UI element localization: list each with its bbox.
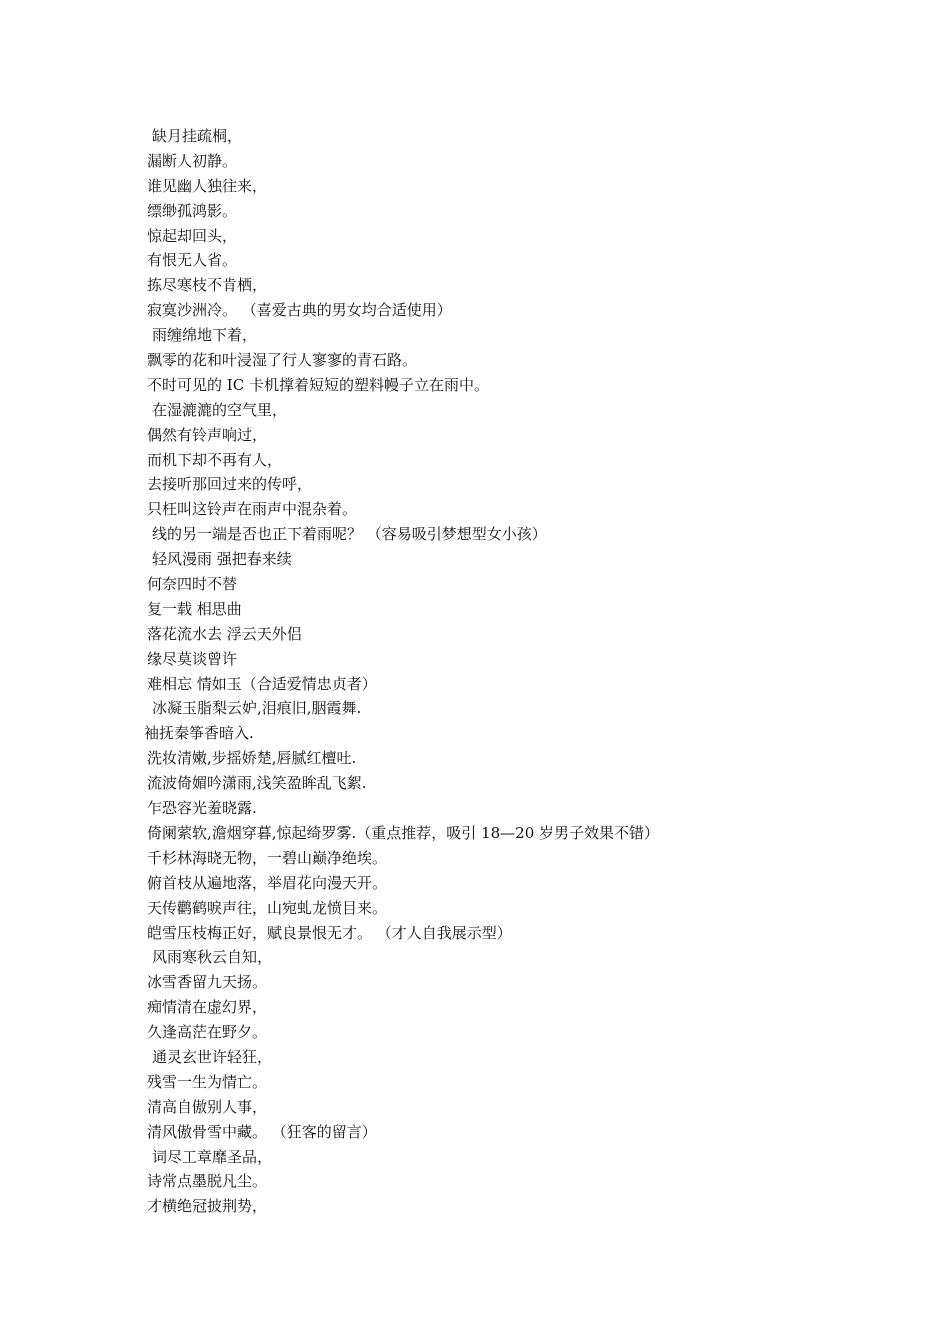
text-line: 冰凝玉脂梨云妒,泪痕旧,胭霞舞. xyxy=(152,699,362,718)
text-line: 才横绝冠披荆势， xyxy=(147,1197,268,1216)
text-line: 诗常点墨脱凡尘。 xyxy=(147,1172,268,1191)
text-line: 洗妆清嫩,步摇娇楚,唇腻红檀吐. xyxy=(147,749,357,768)
text-line: 乍恐容光羞晓露. xyxy=(147,799,257,818)
text-line: 冰雪香留九天扬。 xyxy=(147,973,268,992)
text-line: 落花流水去 浮云天外侣 xyxy=(147,624,302,643)
text-line: 倚阑萦软,澹烟穿暮,惊起绮罗雾.（重点推荐，吸引 18—20 岁男子效果不错） xyxy=(147,823,660,842)
text-line: 残雪一生为情亡。 xyxy=(147,1072,268,1091)
text-line: 天传鹳鹤唳声往，山宛虬龙愤目来。 xyxy=(147,898,388,917)
text-line: 清高自傲别人事， xyxy=(147,1097,268,1116)
text-line: 缺月挂疏桐， xyxy=(152,127,243,145)
text-line: 有恨无人省。 xyxy=(147,251,238,270)
text-line: 难相忘 情如玉（合适爱情忠贞者） xyxy=(147,674,377,693)
text-line: 轻风漫雨 强把春来续 xyxy=(152,550,292,569)
text-line: 复一载 相思曲 xyxy=(147,599,242,618)
text-line: 寂寞沙洲冷。 （喜爱古典的男女均合适使用） xyxy=(147,301,452,320)
text-line: 俯首枝从遍地落，举眉花向漫天开。 xyxy=(147,873,388,892)
poem-text-block xyxy=(144,124,907,1219)
text-line: 千杉林海晓无物，一碧山巅净绝埃。 xyxy=(147,848,388,867)
text-line: 痴情清在虚幻界， xyxy=(147,998,268,1017)
text-line: 清风傲骨雪中藏。 （狂客的留言） xyxy=(147,1122,377,1141)
text-line: 只枉叫这铃声在雨声中混杂着。 xyxy=(147,500,358,519)
text-line: 惊起却回头， xyxy=(147,226,238,245)
text-line: 流波倚媚吟潇雨,浅笑盈眸乱飞絮. xyxy=(147,774,367,793)
text-line: 偶然有铃声响过， xyxy=(147,425,268,444)
text-line: 在湿漉漉的空气里， xyxy=(152,400,288,419)
text-line: 皑雪压枝梅正好，赋良景恨无才。 （才人自我展示型） xyxy=(147,923,512,942)
text-line: 谁见幽人独往来， xyxy=(147,176,268,195)
text-line: 风雨寒秋云自知， xyxy=(152,948,273,967)
text-line: 袖抚秦筝香暗入. xyxy=(144,724,254,743)
text-line: 线的另一端是否也正下着雨呢？ （容易吸引梦想型女小孩） xyxy=(152,525,547,544)
text-line: 何奈四时不替 xyxy=(147,575,238,594)
text-line: 词尽工章靡圣品， xyxy=(152,1147,273,1166)
text-line: 久逢高茫在野夕。 xyxy=(147,1023,268,1042)
text-line: 不时可见的 IC 卡机撑着短短的塑料幔子立在雨中。 xyxy=(147,375,489,394)
text-line: 而机下却不再有人， xyxy=(147,450,283,469)
text-line: 飘零的花和叶浸湿了行人寥寥的青石路。 xyxy=(147,351,418,370)
text-line: 漏断人初静。 xyxy=(147,151,238,170)
text-line: 缥缈孤鸿影。 xyxy=(147,201,238,220)
text-line: 缘尽莫谈曾许 xyxy=(147,649,238,668)
text-line: 去接听那回过来的传呼， xyxy=(147,475,313,494)
text-line: 拣尽寒枝不肯栖， xyxy=(147,276,268,295)
text-line: 雨缠绵地下着， xyxy=(152,326,258,345)
text-line: 通灵玄世许轻狂， xyxy=(152,1047,273,1066)
